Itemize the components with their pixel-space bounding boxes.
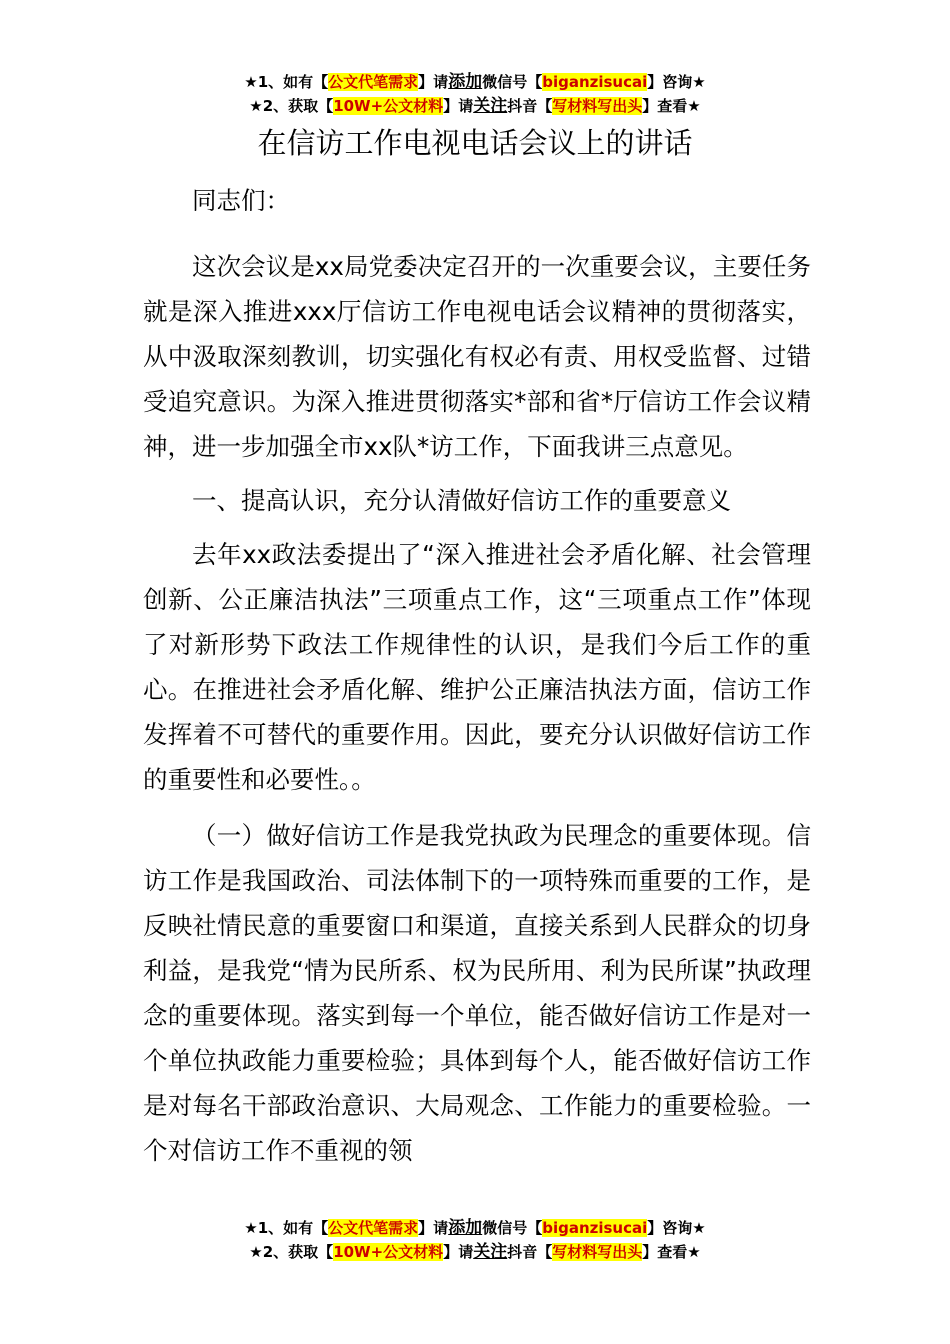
promo-highlight: 公文代笔需求 (328, 1219, 419, 1237)
promo-wechat-id: biganzisucai (542, 73, 648, 91)
body-paragraph: （一）做好信访工作是我党执政为民理念的重要体现。信访工作是我国政治、司法体制下的一项特殊而重要的工作，是反映社情民意的重要窗口和渠道，直接关系到人民群众的切身利益，是我党“情为民所系、权为民所用、利为民所谋”执政理念的重要体现。落实到每一个单位，能否做好信访工作是对一个单位执政能力重要检验；具体到每个人，能否做好信访工作是对每名干部政治意识、大局观念、工作能力的重要检验。一个对信访工作不重视的领 (143, 821, 811, 1165)
promo-emphasis: 添加 (448, 1218, 483, 1238)
promo-emphasis: 关注 (473, 1242, 508, 1262)
promo-emphasis: 添加 (448, 72, 483, 92)
body-paragraph: 这次会议是xx局党委决定召开的一次重要会议，主要任务就是深入推进xxx厅信访工作电视电话会议精神的贯彻落实，从中汲取深刻教训，切实强化有权必有责、用权受监督、过错受追究意识。为深入推进贯彻落实*部和省*厅信访工作会议精神，进一步加强全市xx队*访工作，下面我讲三点意见。 (143, 252, 811, 461)
promo-text: 】请 (418, 73, 449, 91)
promo-text: 】查看★ (642, 97, 701, 115)
promo-emphasis: 关注 (473, 96, 508, 116)
promo-text: 】咨询★ (647, 1219, 706, 1237)
document-body (143, 178, 811, 1173)
promo-banner-top (0, 70, 950, 118)
promo-text: 抖音【 (507, 1243, 553, 1261)
section-heading: 一、提高认识，充分认清做好信访工作的重要意义 (192, 486, 731, 515)
greeting: 同志们： (192, 186, 290, 215)
promo-text: 】请 (443, 1243, 474, 1261)
promo-text: 微信号【 (482, 1219, 543, 1237)
promo-line-2 (0, 94, 950, 118)
promo-douyin-name: 写材料写出头 (552, 1243, 643, 1261)
promo-text: ★1、如有【 (244, 1219, 329, 1237)
promo-line-1 (0, 1216, 950, 1240)
promo-highlight: 10W+公文材料 (333, 1243, 444, 1261)
promo-line-1 (0, 70, 950, 94)
promo-text: ★2、获取【 (249, 1243, 334, 1261)
promo-banner-bottom (0, 1216, 950, 1264)
promo-text: 】请 (443, 97, 474, 115)
page-title: 在信访工作电视电话会议上的讲话 (257, 126, 693, 160)
promo-text: 抖音【 (507, 97, 553, 115)
promo-highlight: 10W+公文材料 (333, 97, 444, 115)
promo-text: 微信号【 (482, 73, 543, 91)
promo-line-2 (0, 1240, 950, 1264)
body-paragraph: 去年xx政法委提出了“深入推进社会矛盾化解、社会管理创新、公正廉洁执法”三项重点工作，这“三项重点工作”体现了对新形势下政法工作规律性的认识，是我们今后工作的重心。在推进社会矛盾化解、维护公正廉洁执法方面，信访工作发挥着不可替代的重要作用。因此，要充分认识做好信访工作的重要性和必要性。。 (143, 540, 811, 794)
promo-text: ★2、获取【 (249, 97, 334, 115)
promo-highlight: 公文代笔需求 (328, 73, 419, 91)
promo-douyin-name: 写材料写出头 (552, 97, 643, 115)
promo-text: 】查看★ (642, 1243, 701, 1261)
promo-text: 】咨询★ (647, 73, 706, 91)
promo-text: 】请 (418, 1219, 449, 1237)
promo-text: ★1、如有【 (244, 73, 329, 91)
promo-wechat-id: biganzisucai (542, 1219, 648, 1237)
